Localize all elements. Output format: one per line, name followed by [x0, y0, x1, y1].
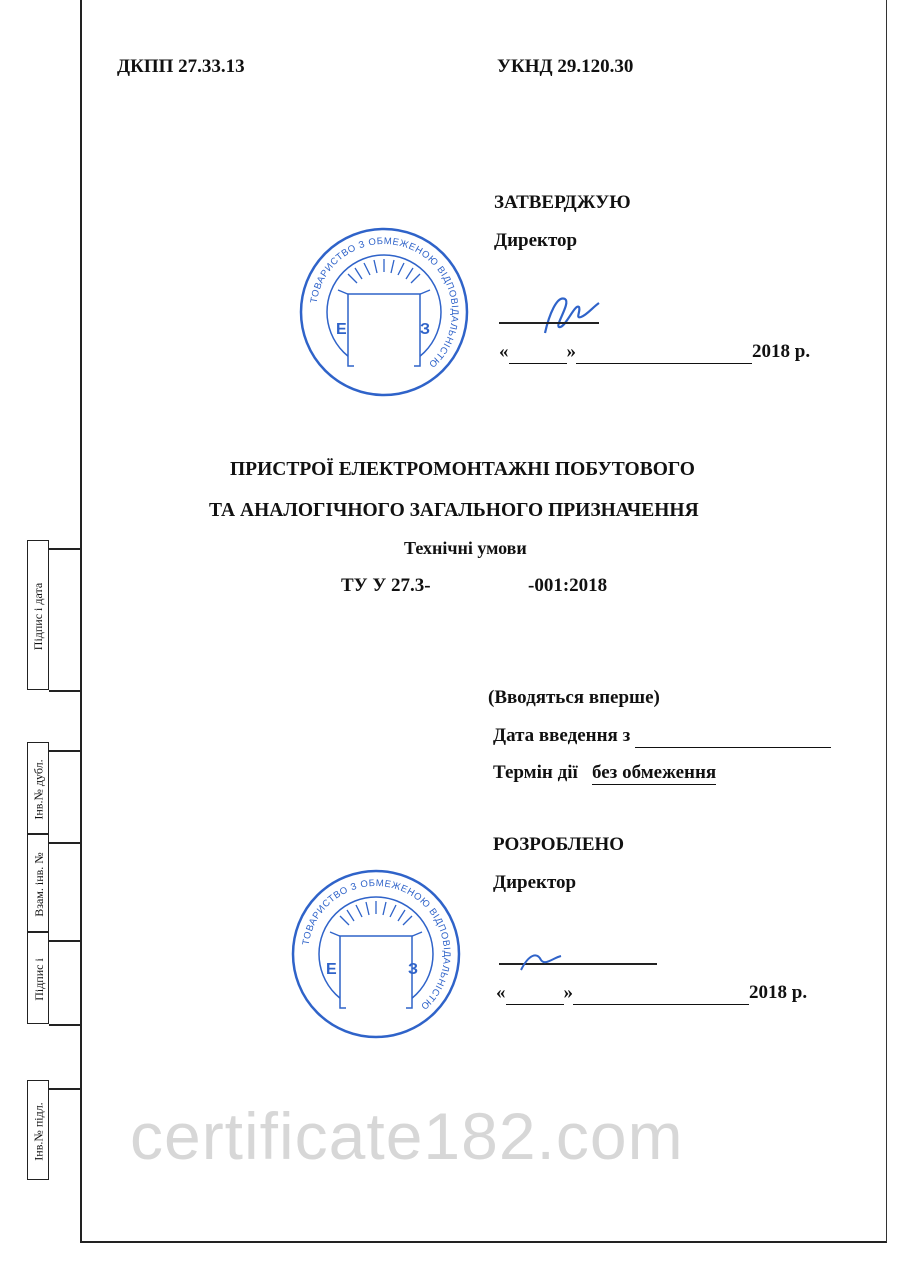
svg-text:З: З: [420, 321, 431, 338]
approval-position: Директор: [494, 230, 578, 251]
approval-date-row: [499, 341, 810, 364]
first-time-note: (Вводяться вперше): [488, 687, 660, 708]
side-rule: [49, 1088, 80, 1090]
approval-year: 2018 р.: [752, 341, 811, 362]
side-label-orig-inv: Інв.№ підл.: [31, 1101, 46, 1161]
developed-position: Директор: [493, 872, 577, 893]
side-cell-sign-short: [27, 932, 49, 1024]
term-value: без обмеження: [592, 762, 717, 783]
side-rule: [49, 690, 80, 692]
term-label: Термін дії: [493, 762, 578, 783]
day-blank: [509, 341, 567, 364]
doc-title-line2: ТА АНАЛОГІЧНОГО ЗАГАЛЬНОГО ПРИЗНАЧЕННЯ: [209, 500, 699, 521]
side-label-swap-inv: Взам. інв. №: [31, 851, 46, 917]
side-label-sign-date: Підпис і дата: [31, 582, 46, 650]
day-blank: [506, 982, 564, 1005]
uknd-code: УКНД 29.120.30: [497, 56, 634, 77]
developed-year: 2018 р.: [749, 982, 808, 1003]
svg-text:З: З: [408, 961, 419, 978]
company-stamp: [298, 226, 470, 398]
svg-text:Е: Е: [326, 961, 337, 978]
side-cell-orig-inv: [27, 1080, 49, 1180]
approval-title: ЗАТВЕРДЖУЮ: [494, 192, 631, 213]
developed-date-row: [496, 982, 807, 1005]
month-blank: [576, 341, 752, 364]
svg-text:Е: Е: [336, 321, 347, 338]
page-frame: [80, 0, 887, 1243]
side-rule: [49, 750, 80, 752]
side-rule: [49, 940, 80, 942]
date-close-quote: »: [563, 982, 573, 1003]
watermark: certificate182.com: [130, 1099, 684, 1173]
date-intro-row: [493, 725, 831, 748]
developed-title: РОЗРОБЛЕНО: [493, 834, 625, 855]
signature-mark: [515, 950, 565, 974]
stamp-ring-text: ТОВАРИСТВО З ОБМЕЖЕНОЮ ВІДПОВІДАЛЬНІСТЮ: [300, 877, 453, 1012]
dkpp-code: ДКПП 27.33.13: [117, 56, 245, 77]
doc-subtitle: Технічні умови: [404, 538, 527, 558]
date-open-quote: «: [496, 982, 506, 1003]
month-blank: [573, 982, 749, 1005]
doc-code-prefix: ТУ У 27.3-: [341, 575, 431, 596]
stamp-ring-text: ТОВАРИСТВО З ОБМЕЖЕНОЮ ВІДПОВІДАЛЬНІСТЮ: [308, 235, 461, 370]
doc-title-line1: ПРИСТРОЇ ЕЛЕКТРОМОНТАЖНІ ПОБУТОВОГО: [230, 459, 695, 480]
side-cell-sign-date: [27, 540, 49, 690]
date-open-quote: «: [499, 341, 509, 362]
side-label-sign-short: Підпис і: [31, 957, 46, 1001]
date-close-quote: »: [566, 341, 576, 362]
side-rule: [49, 548, 80, 550]
side-rule: [49, 842, 80, 844]
side-label-dup-inv: Інв.№ дубл.: [31, 758, 46, 820]
signature-mark: [535, 285, 605, 345]
term-row: [493, 762, 716, 785]
date-intro-label: Дата введення з: [493, 725, 631, 746]
side-rule: [49, 1024, 80, 1026]
company-stamp: [290, 868, 462, 1040]
date-intro-blank: [635, 725, 831, 748]
side-cell-dup-inv: [27, 742, 49, 834]
side-cell-swap-inv: [27, 834, 49, 932]
approval-signature-line: [499, 322, 599, 324]
doc-code-suffix: -001:2018: [528, 575, 608, 596]
